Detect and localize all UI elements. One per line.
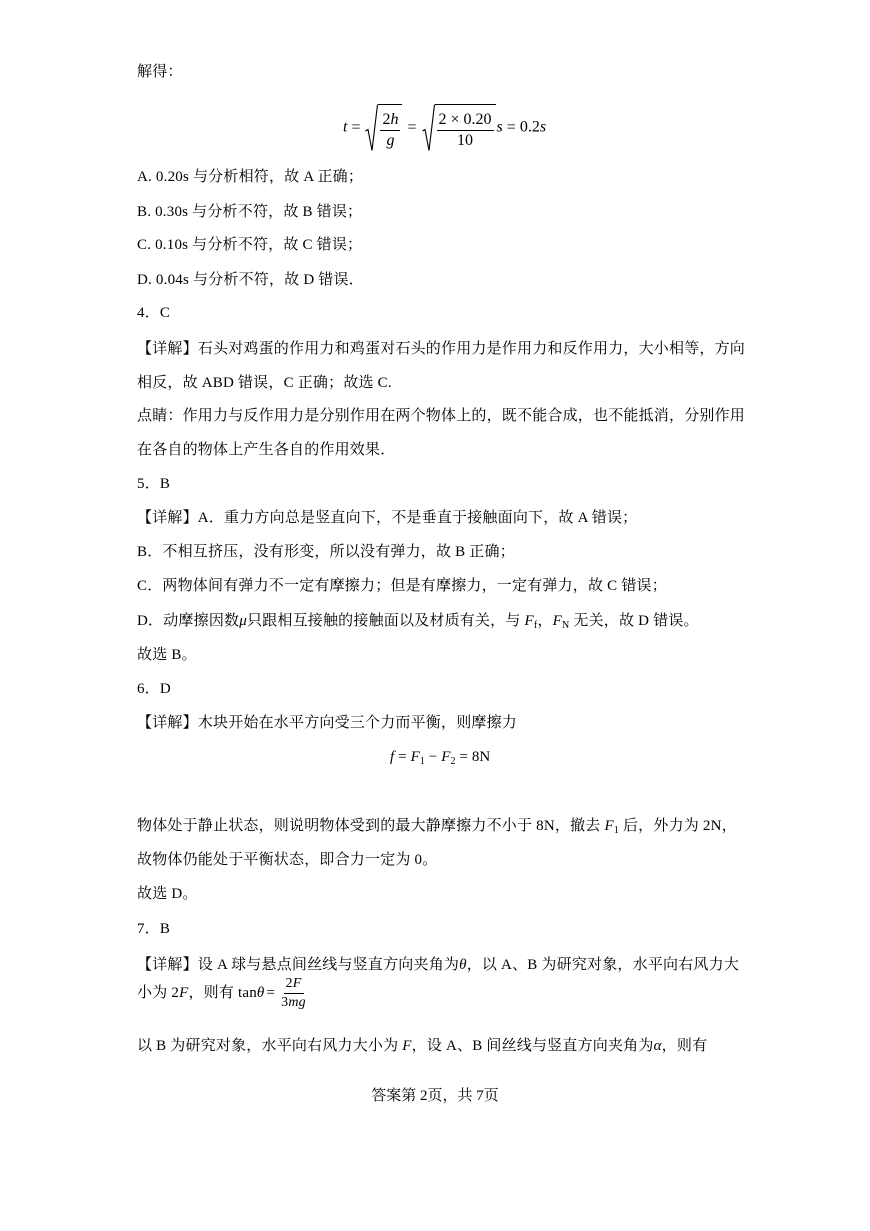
q3-option-b: B. 0.30s 与分析不符，故 B 错误； [137, 204, 363, 220]
formula-result: 8N [471, 749, 491, 765]
radical-sign-icon [422, 104, 435, 152]
formula-equals: = [266, 984, 276, 1001]
text-segment: ，则有 [661, 1038, 708, 1054]
symbol-force: F [179, 984, 189, 1001]
symbol-force: F [402, 1038, 412, 1054]
formula-equals: = [506, 118, 516, 136]
q6-conclusion: 故选 D。 [137, 886, 198, 902]
denominator-coef: 3 [281, 995, 289, 1010]
numerator-var: h [390, 111, 399, 128]
page-footer: 答案第 2页，共 7页 [371, 1088, 499, 1104]
symbol-subscript: 1 [419, 756, 425, 767]
formula-unit: s [539, 118, 547, 136]
numerator-coef: 2 [382, 111, 391, 128]
q3-option-d: D. 0.04s 与分析不符，故 D 错误． [137, 272, 364, 288]
text-segment: 【详解】设 A 球与悬点间丝线与竖直方向夹角为 [137, 957, 460, 973]
fraction [380, 110, 400, 151]
sqrt-numeric [422, 104, 496, 152]
q3-option-a: A. 0.20s 与分析相符，故 A 正确； [137, 169, 364, 185]
sqrt-body [435, 104, 496, 152]
fraction-numerator [380, 110, 400, 131]
q3-option-c: C. 0.10s 与分析不符，故 C 错误； [137, 237, 363, 253]
text-segment: ，设 A、B 间丝线与竖直方向夹角为 [411, 1038, 654, 1054]
sqrt-body [378, 104, 402, 152]
q5-answer: 5．B [137, 476, 171, 492]
formula-result: 0.2 [519, 118, 540, 136]
text-segment: D．动摩擦因数 [137, 613, 240, 629]
fraction-numerator [284, 975, 304, 994]
q5-detail-a: 【详解】A．重力方向总是竖直向下，不是垂直于接触面向下，故 A 错误； [137, 510, 638, 526]
symbol-theta: θ [256, 984, 265, 1001]
symbol-subscript: f [533, 620, 538, 631]
symbol-force: F [410, 749, 420, 765]
text-segment: ， [537, 613, 553, 629]
fraction-denominator: g [386, 132, 395, 149]
numerator-coef: 2 [285, 976, 293, 991]
symbol-force: F [552, 613, 563, 629]
q4-detail-line: 相反，故 ABD 错误，C 正确；故选 C. [137, 375, 392, 391]
q6-line-1 [137, 816, 737, 836]
symbol-mu: μ [239, 613, 247, 629]
q5-detail-d [137, 611, 699, 631]
sqrt-2h-over-g [365, 104, 402, 152]
q6-line-2: 故物体仍能处于平衡状态，即合力一定为 0。 [137, 852, 438, 868]
q3-formula [343, 104, 546, 152]
symbol-subscript: 1 [613, 825, 620, 836]
symbol-theta: θ [459, 957, 467, 973]
formula-equals: = [398, 749, 407, 765]
formula-equals: = [351, 118, 361, 136]
q7-line-3 [137, 1036, 707, 1056]
text-segment: ，以 A、B 为研究对象，水平向右风力大 [466, 957, 740, 973]
q6-detail: 【详解】木块开始在水平方向受三个力而平衡，则摩擦力 [137, 715, 518, 731]
solve-label: 解得： [137, 64, 183, 80]
q5-conclusion: 故选 B。 [137, 647, 197, 663]
numerator-var: F [292, 976, 302, 991]
q4-detail-line: 【详解】石头对鸡蛋的作用力和鸡蛋对石头的作用力是作用力和反作用力，大小相等，方向 [137, 341, 746, 357]
formula-minus: − [428, 749, 438, 765]
text-segment: 物体处于静止状态，则说明物体受到的最大静摩擦力不小于 8N，撤去 [137, 818, 605, 834]
tan-fraction [279, 975, 308, 1012]
text-segment: ，则有 tan [188, 984, 257, 1001]
symbol-subscript: 2 [450, 756, 456, 767]
q5-detail-b: B．不相互挤压，没有形变，所以没有弹力，故 B 正确； [137, 544, 515, 560]
denominator-var: mg [288, 995, 306, 1010]
fraction-denominator [279, 994, 308, 1012]
radical-sign-icon [365, 104, 378, 152]
symbol-subscript: N [562, 620, 570, 631]
text-segment: 以 B 为研究对象，水平向右风力大小为 [137, 1038, 403, 1054]
q7-line-1 [137, 955, 739, 975]
q4-tip-line: 点睛：作用力与反作用力是分别作用在两个物体上的，既不能合成，也不能抵消，分别作用 [137, 408, 746, 424]
text-segment: 后，外力为 2N， [619, 818, 737, 834]
formula-unit: s [496, 118, 503, 136]
formula-var-f: f [390, 749, 395, 765]
q5-detail-c: C．两物体间有弹力不一定有摩擦力；但是有摩擦力，一定有弹力，故 C 错误； [137, 578, 667, 594]
formula-var-t: t [343, 118, 348, 136]
fraction-numerator: 2 × 0.20 [437, 110, 494, 131]
text-segment: 只跟相互接触的接触面以及材质有关，与 [246, 613, 525, 629]
symbol-force: F [524, 613, 534, 629]
symbol-alpha: α [653, 1038, 662, 1054]
q6-answer: 6．D [137, 681, 171, 697]
symbol-force: F [441, 749, 451, 765]
formula-equals: = [459, 749, 468, 765]
q4-answer: 4．C [137, 305, 171, 321]
fraction-denominator: 10 [457, 132, 474, 149]
q4-tip-line: 在各自的物体上产生各自的作用效果． [137, 442, 396, 458]
formula-equals: = [407, 118, 417, 136]
text-segment: 无关，故 D 错误。 [569, 613, 699, 629]
q7-line-2 [137, 975, 308, 1012]
q6-formula [390, 747, 490, 767]
q7-answer: 7．B [137, 921, 171, 937]
fraction [437, 110, 494, 151]
symbol-force: F [604, 818, 614, 834]
text-segment: 小为 2 [137, 984, 180, 1001]
